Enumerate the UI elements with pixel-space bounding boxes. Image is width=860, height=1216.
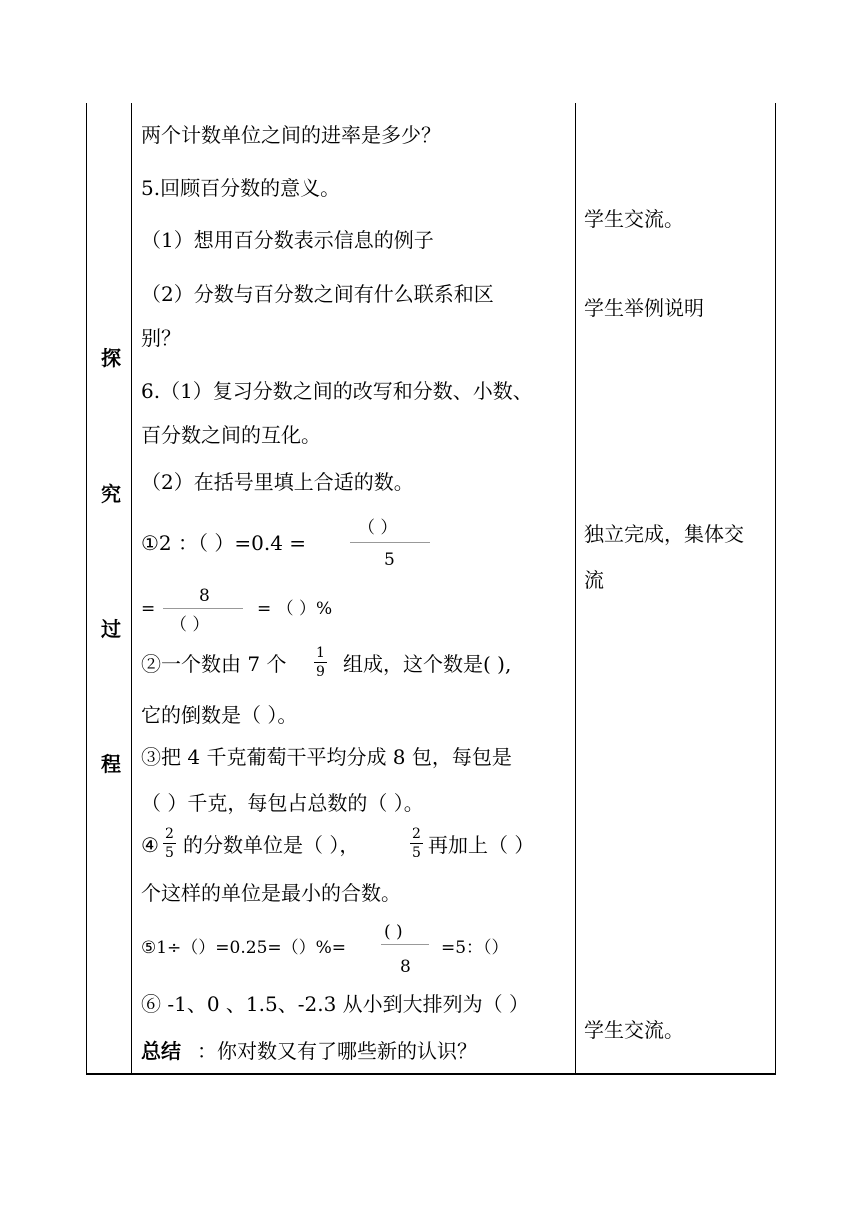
question-1-line-2-prefix: =: [141, 599, 156, 619]
question-1-prefix: ①2 ：（ ）=0.4 =: [141, 531, 307, 555]
stage-label-3: 过: [101, 617, 121, 641]
stage-label-1: 探: [101, 346, 121, 370]
activity-note-3: 独立完成，集体交: [584, 522, 744, 546]
question-1-fraction-2-numerator: 8: [199, 586, 210, 606]
question-5-fraction-bar: [381, 944, 429, 945]
question-4-middle: 的分数单位是（ ），: [183, 833, 360, 857]
question-4-circle: ④: [141, 833, 159, 857]
content-line-1: 两个计数单位之间的进率是多少？: [141, 123, 441, 147]
question-5-fraction-numerator: ( ): [384, 922, 403, 942]
activity-note-3-cont: 流: [584, 568, 604, 592]
question-4-line-2: 个这样的单位是最小的合数。: [141, 881, 401, 905]
question-2-suffix: 组成，这个数是( ),: [343, 652, 512, 676]
question-1-fraction-2-bar: [163, 608, 243, 609]
question-1-line-2-suffix: = （ ）%: [257, 599, 333, 619]
question-3-line-1: ③把 4 千克葡萄干平均分成 8 包，每包是: [141, 745, 512, 769]
question-5-suffix: =5：（）: [441, 938, 509, 958]
activity-note-2: 学生举例说明: [584, 296, 704, 320]
content-line-3: （1）想用百分数表示信息的例子: [141, 228, 434, 252]
table-bottom-border: [86, 1073, 776, 1075]
question-4-fraction-2: [410, 827, 423, 860]
question-1-fraction-2-denominator: （ ）: [170, 615, 210, 635]
question-2-fraction-numerator: 1: [316, 645, 325, 661]
stage-label-4: 程: [101, 752, 121, 776]
question-1-fraction-1-numerator: （ ）: [358, 518, 398, 538]
question-5-fraction-denominator: 8: [400, 957, 411, 977]
summary-label: 总结: [141, 1039, 181, 1063]
summary-text: ：你对数又有了哪些新的认识？: [197, 1039, 477, 1063]
stage-label-2: 究: [101, 482, 121, 506]
content-line-7: 百分数之间的互化。: [141, 423, 321, 447]
content-line-4: （2）分数与百分数之间有什么联系和区: [141, 282, 494, 306]
question-3-line-2: （ ）千克，每包占总数的（ ）。: [141, 791, 424, 815]
question-4-fraction-1-numerator: 2: [165, 826, 174, 842]
table-divider-content: [575, 103, 576, 1074]
question-2-fraction: [314, 646, 327, 679]
content-line-8: （2）在括号里填上合适的数。: [141, 470, 414, 494]
question-4-fraction-2-numerator: 2: [412, 826, 421, 842]
question-2-fraction-denominator: 9: [316, 664, 325, 680]
question-6: ⑥ -1、0 、1.5、-2.3 从小到大排列为（ ）: [141, 992, 530, 1016]
question-4-fraction-1-denominator: 5: [165, 845, 174, 861]
table-divider-stage: [131, 103, 132, 1074]
activity-note-4: 学生交流。: [584, 1018, 684, 1042]
question-2-line-2: 它的倒数是（ ）。: [141, 703, 298, 727]
question-4-fraction-2-denominator: 5: [412, 845, 421, 861]
table-border-right: [775, 103, 776, 1074]
content-line-2: 5.回顾百分数的意义。: [141, 176, 341, 200]
content-line-6: 6.（1）复习分数之间的改写和分数、小数、: [141, 379, 533, 403]
content-line-5: 别？: [141, 326, 181, 350]
question-1-fraction-1-denominator: 5: [384, 550, 395, 570]
question-1-fraction-1-bar: [350, 542, 430, 543]
question-5-prefix: ⑤1÷（）=0.25=（）%=: [141, 938, 347, 958]
question-4-fraction-1: [163, 827, 176, 860]
activity-note-1: 学生交流。: [584, 207, 684, 231]
table-border-left: [86, 103, 87, 1074]
question-4-middle-2: 再加上（ ）: [428, 833, 535, 857]
question-2-prefix: ②一个数由 7 个: [141, 652, 287, 676]
